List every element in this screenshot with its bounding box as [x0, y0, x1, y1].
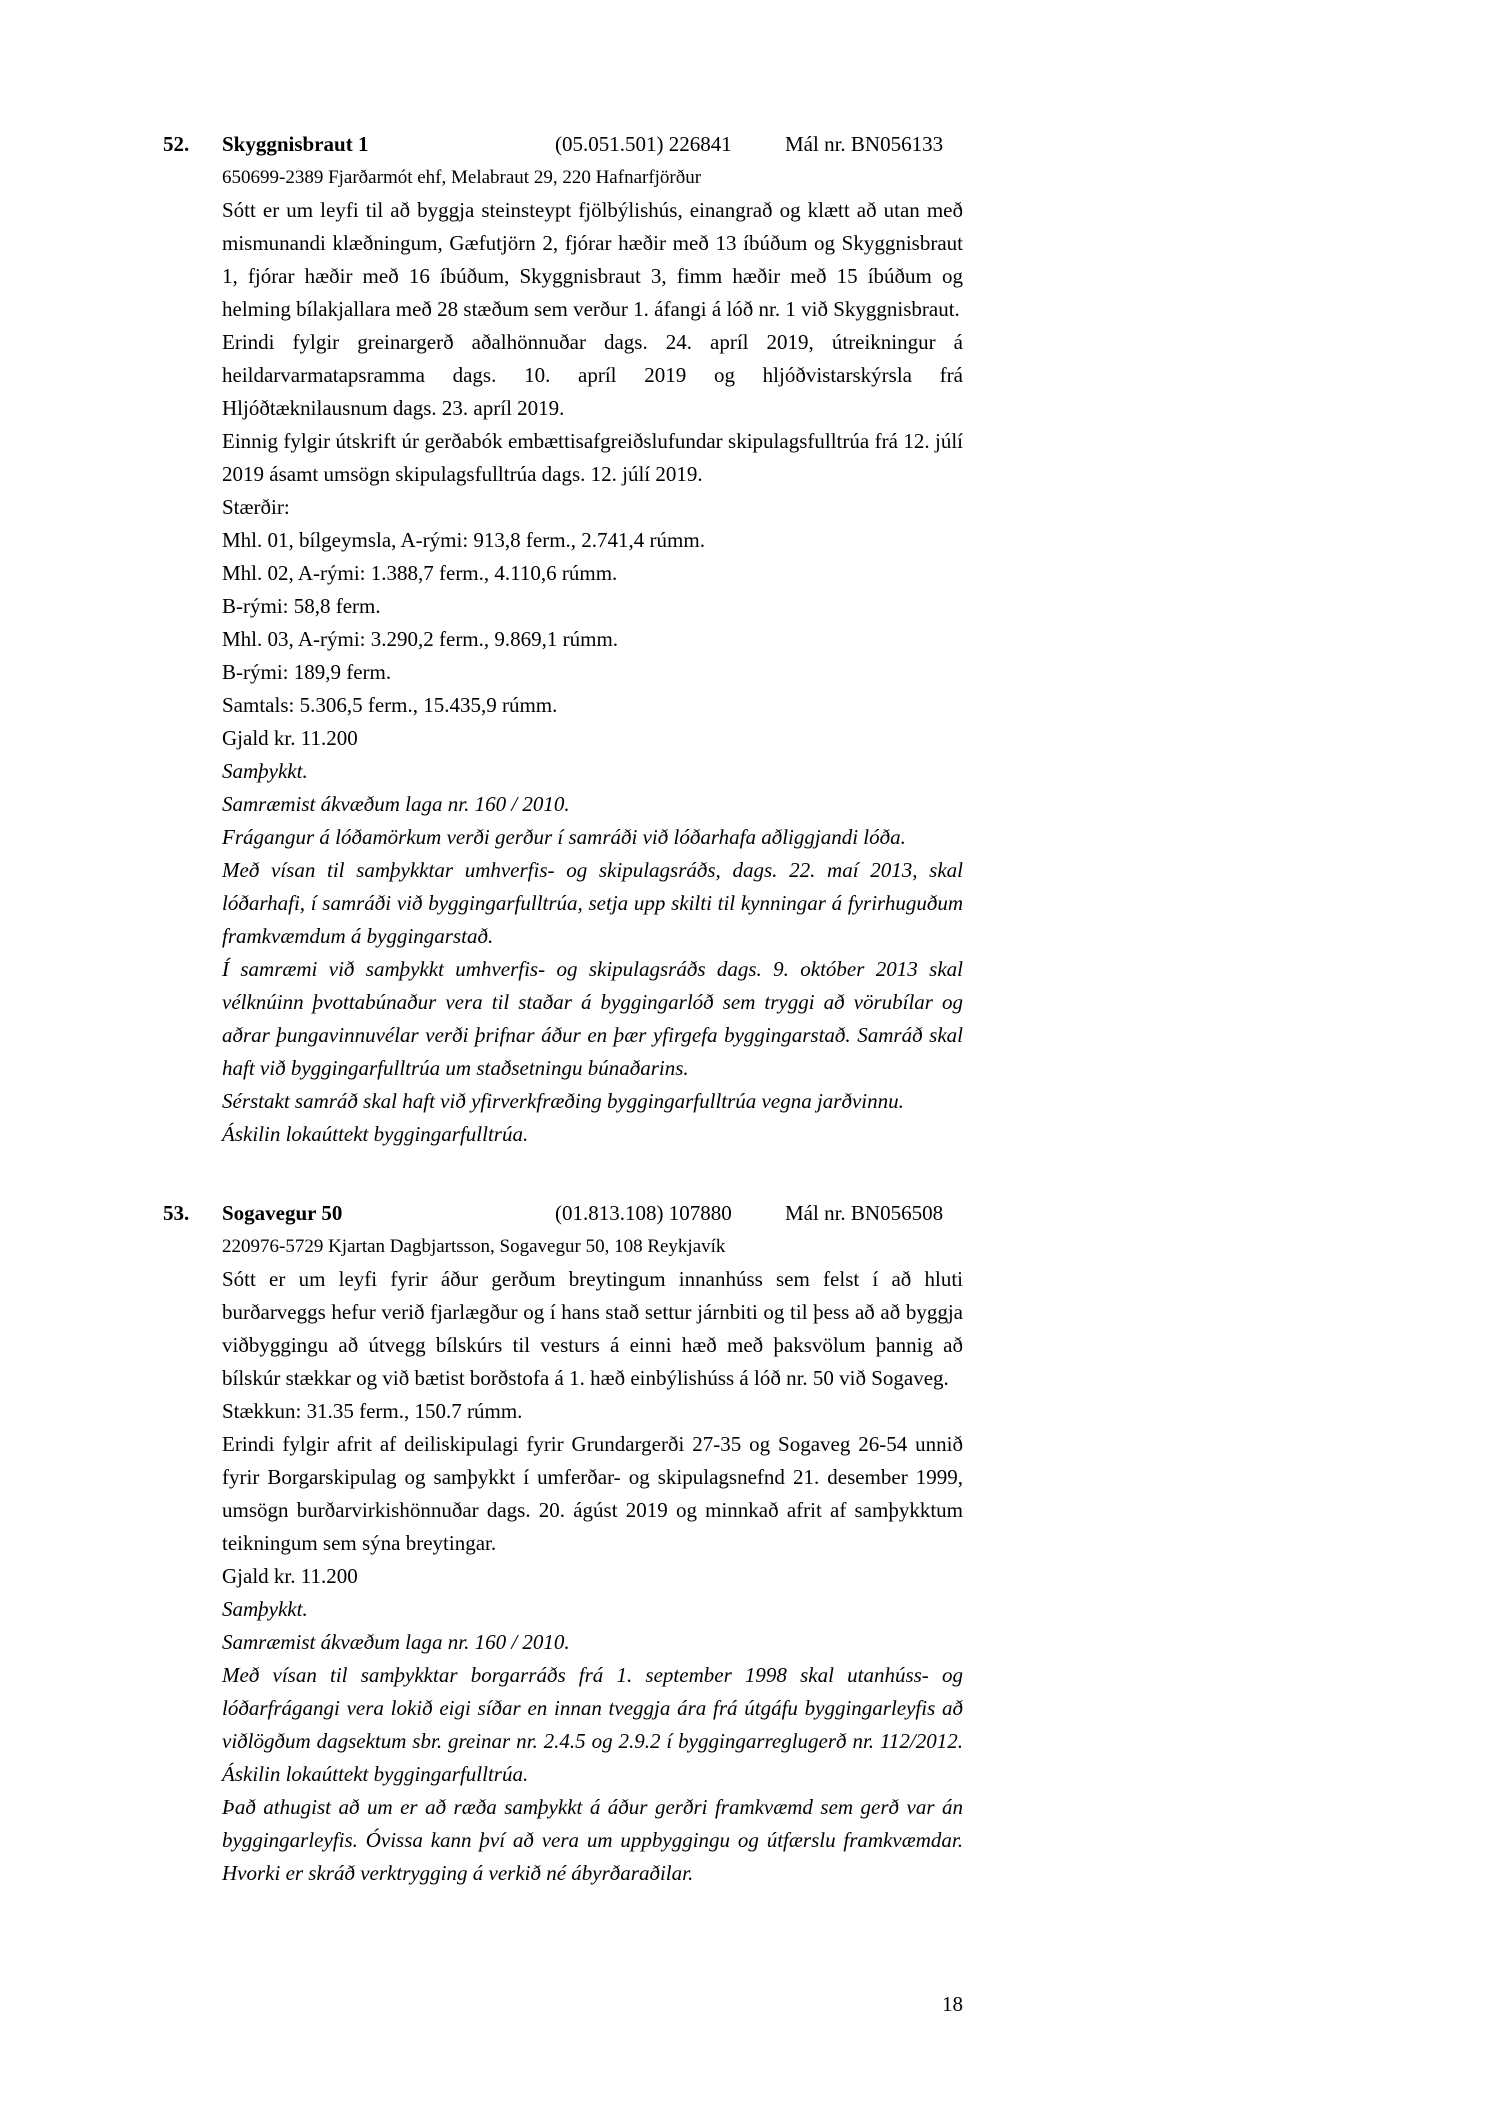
item-paragraph: Í samræmi við samþykkt umhverfis- og skipulagsráðs dags. 9. október 2013 skal vélknúinn þvottabúnaður vera til staðar á byggingarlóð sem tryggi að vörubílar og aðrar þungavinnuvélar verði þrifnar áður en þær yfirgefa byggingarstað. Samráð skal haft við byggingarfulltrúa um staðsetningu búnaðarins. — [222, 957, 963, 1080]
agenda-item — [163, 128, 963, 1151]
item-applicant: 220976-5729 Kjartan Dagbjartsson, Sogavegur 50, 108 Reykjavík — [222, 1236, 726, 1257]
item-applicant: 650699-2389 Fjarðarmót ehf, Melabraut 29, 220 Hafnarfjörður — [222, 167, 702, 188]
item-header — [163, 1197, 963, 1230]
item-paragraph: B-rými: 189,9 ferm. — [222, 660, 392, 684]
item-paragraph: Gjald kr. 11.200 — [222, 1564, 358, 1588]
item-paragraph: Frágangur á lóðamörkum verði gerður í samráði við lóðarhafa aðliggjandi lóða. — [222, 825, 906, 849]
item-paragraph: Samþykkt. — [222, 1597, 308, 1621]
item-reference: (01.813.108) 107880 — [555, 1201, 732, 1225]
item-paragraph: Samþykkt. — [222, 759, 308, 783]
item-reference: (05.051.501) 226841 — [555, 132, 732, 156]
item-paragraph: Mhl. 02, A-rými: 1.388,7 ferm., 4.110,6 rúmm. — [222, 561, 618, 585]
item-paragraph: Sérstakt samráð skal haft við yfirverkfræðing byggingarfulltrúa vegna jarðvinnu. — [222, 1089, 904, 1113]
agenda-items-container — [163, 128, 963, 1936]
item-paragraph: Einnig fylgir útskrift úr gerðabók embættisafgreiðslufundar skipulagsfulltrúa frá 12. júlí 2019 ásamt umsögn skipulagsfulltrúa dags. 12. júlí 2019. — [222, 429, 963, 486]
item-paragraph: Það athugist að um er að ræða samþykkt á áður gerðri framkvæmd sem gerð var án byggingarleyfis. Óvissa kann því að vera um uppbyggingu og útfærslu framkvæmdar. Hvorki er skráð verktrygging á verkið né ábyrðaraðilar. — [222, 1795, 963, 1885]
item-paragraphs — [222, 1263, 963, 1890]
item-paragraph: Samræmist ákvæðum laga nr. 160 / 2010. — [222, 1630, 570, 1654]
item-paragraph: Samræmist ákvæðum laga nr. 160 / 2010. — [222, 792, 570, 816]
item-case-number: Mál nr. BN056133 — [785, 132, 944, 156]
item-paragraph: Áskilin lokaúttekt byggingarfulltrúa. — [222, 1122, 529, 1146]
item-paragraph: Stækkun: 31.35 ferm., 150.7 rúmm. — [222, 1399, 523, 1423]
item-paragraph: Erindi fylgir afrit af deiliskipulagi fyrir Grundargerði 27-35 og Sogaveg 26-54 unnið fyrir Borgarskipulag og samþykkt í umferðar- og skipulagsnefnd 21. desember 1999, umsögn burðarvirkishönnuðar dags. 20. ágúst 2019 og minnkað afrit af samþykktum teikningum sem sýna breytingar. — [222, 1432, 963, 1555]
item-paragraph: Stærðir: — [222, 495, 290, 519]
item-number: 53. — [163, 1201, 190, 1225]
item-paragraph: B-rými: 58,8 ferm. — [222, 594, 381, 618]
item-paragraph: Erindi fylgir greinargerð aðalhönnuðar dags. 24. apríl 2019, útreikningur á heildarvarmatapsramma dags. 10. apríl 2019 og hljóðvistarskýrsla frá Hljóðtæknilausnum dags. 23. apríl 2019. — [222, 330, 963, 420]
item-paragraph: Sótt er um leyfi til að byggja steinsteypt fjölbýlishús, einangrað og klætt að utan með mismunandi klæðningum, Gæfutjörn 2, fjórar hæðir með 13 íbúðum og Skyggnisbraut 1, fjórar hæðir með 16 íbúðum, Skyggnisbraut 3, fimm hæðir með 15 íbúðum og helming bílakjallara með 28 stæðum sem verður 1. áfangi á lóð nr. 1 við Skyggnisbraut. — [222, 198, 963, 321]
item-paragraph: Sótt er um leyfi fyrir áður gerðum breytingum innanhúss sem felst í að hluti burðarveggs hefur verið fjarlægður og í hans stað settur járnbiti og til þess að að byggja viðbyggingu að útvegg bílskúrs til vesturs á einni hæð með þaksvölum þannig að bílskúr stækkar og við bætist borðstofa á 1. hæð einbýlishúss á lóð nr. 50 við Sogaveg. — [222, 1267, 963, 1390]
item-title: Sogavegur 50 — [222, 1201, 343, 1225]
item-body — [222, 161, 963, 1151]
item-paragraph: Mhl. 03, A-rými: 3.290,2 ferm., 9.869,1 rúmm. — [222, 627, 619, 651]
item-paragraph: Gjald kr. 11.200 — [222, 726, 358, 750]
agenda-item — [163, 1197, 963, 1890]
item-paragraphs — [222, 194, 963, 1151]
item-paragraph: Með vísan til samþykktar borgarráðs frá 1. september 1998 skal utanhúss- og lóðarfrágangi vera lokið eigi síðar en innan tveggja ára frá útgáfu byggingarleyfis að viðlögðum dagsektum sbr. greinar nr. 2.4.5 og 2.9.2 í byggingarreglugerð nr. 112/2012. Áskilin lokaúttekt byggingarfulltrúa. — [222, 1663, 963, 1786]
item-paragraph: Með vísan til samþykktar umhverfis- og skipulagsráðs, dags. 22. maí 2013, skal lóðarhafi, í samráði við byggingarfulltrúa, setja upp skilti til kynningar á fyrirhuguðum framkvæmdum á byggingarstað. — [222, 858, 963, 948]
item-case-number: Mál nr. BN056508 — [785, 1201, 944, 1225]
item-number: 52. — [163, 132, 190, 156]
item-header — [163, 128, 963, 161]
item-title: Skyggnisbraut 1 — [222, 132, 369, 156]
item-body — [222, 1230, 963, 1890]
item-paragraph: Samtals: 5.306,5 ferm., 15.435,9 rúmm. — [222, 693, 558, 717]
item-paragraph: Mhl. 01, bílgeymsla, A-rými: 913,8 ferm., 2.741,4 rúmm. — [222, 528, 705, 552]
page-number: 18 — [942, 1992, 963, 2016]
